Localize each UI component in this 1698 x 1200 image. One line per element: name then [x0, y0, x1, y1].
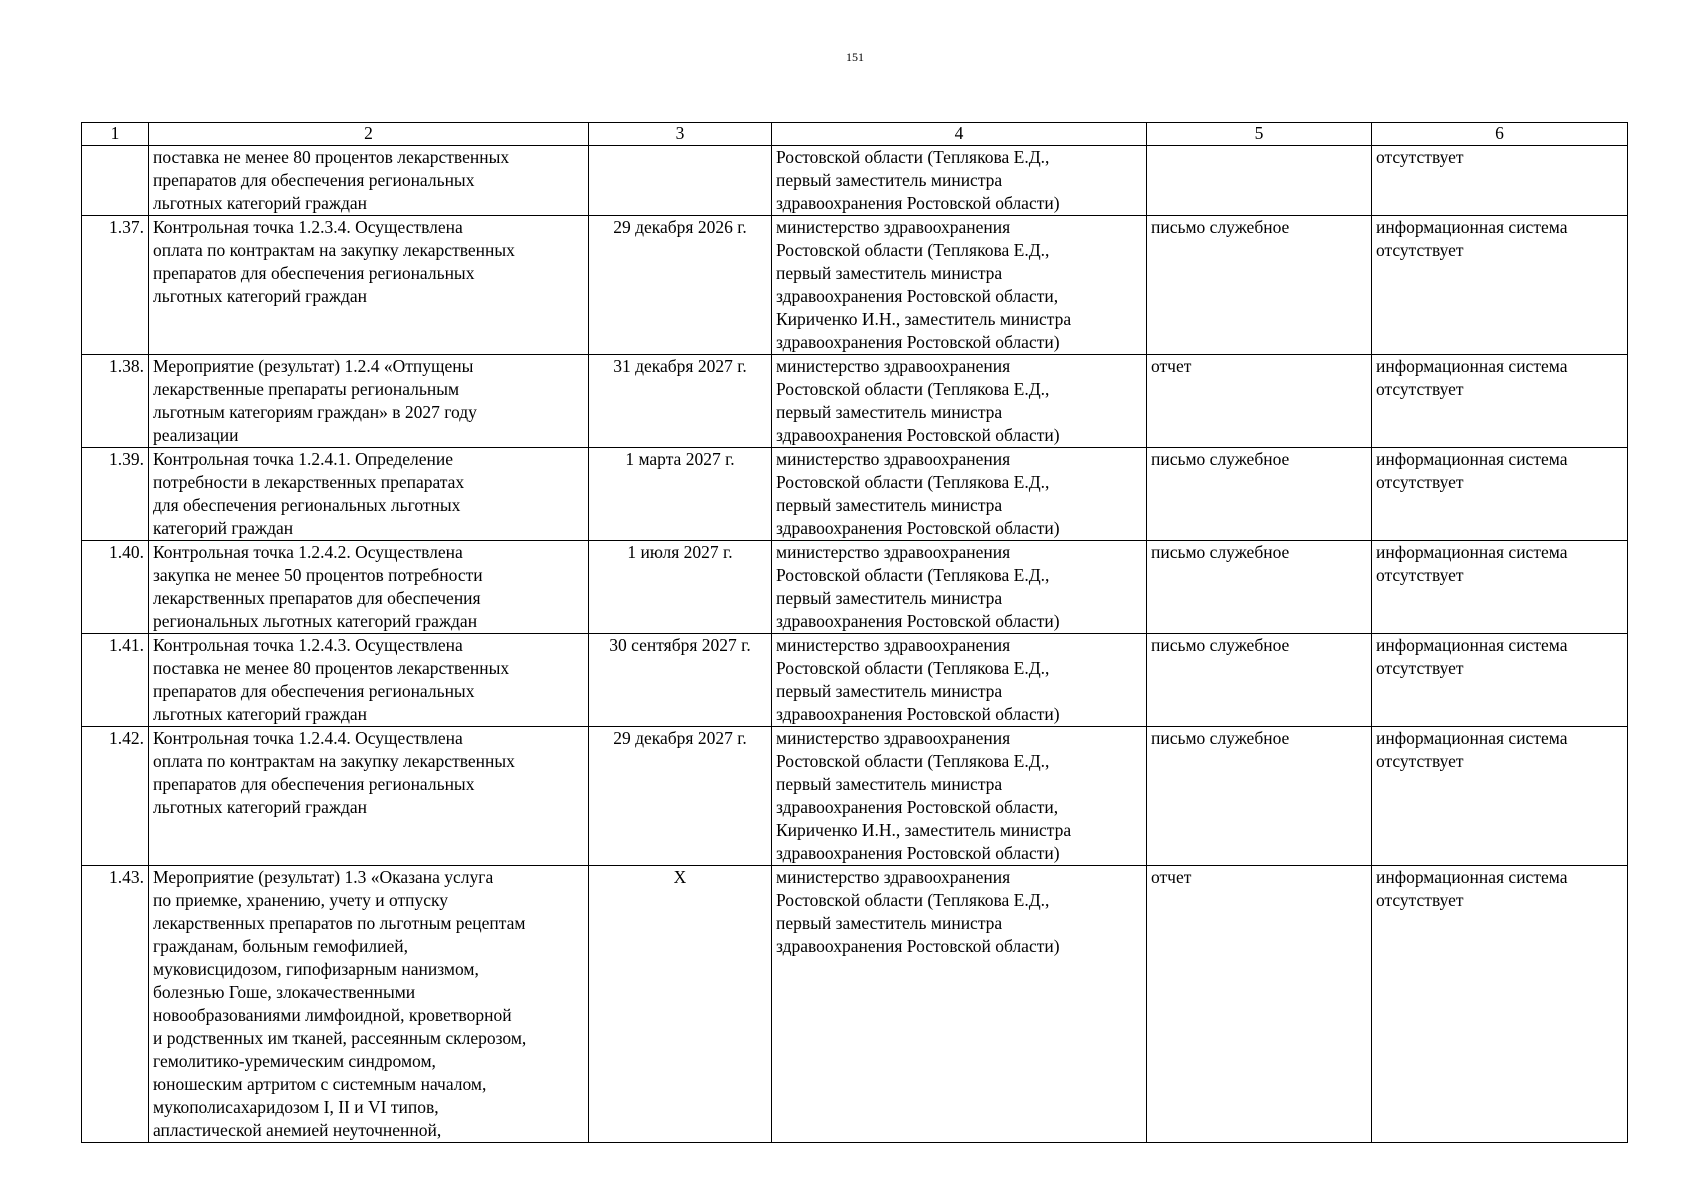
information-system: информационная система отсутствует	[1372, 541, 1628, 634]
document-type: письмо служебное	[1147, 216, 1372, 355]
table-row	[82, 727, 1628, 866]
deadline-date: Х	[589, 866, 772, 1143]
responsible-executor: министерство здравоохранения Ростовской области (Теплякова Е.Д., первый заместитель министра здравоохранения Ростовской области)	[772, 448, 1147, 541]
plan-table	[81, 122, 1628, 1143]
activity-name: поставка не менее 80 процентов лекарственных препаратов для обеспечения региональных льготных категорий граждан	[149, 146, 589, 216]
responsible-executor: министерство здравоохранения Ростовской области (Теплякова Е.Д., первый заместитель министра здравоохранения Ростовской области)	[772, 634, 1147, 727]
table-row	[82, 448, 1628, 541]
column-header: 6	[1372, 123, 1628, 146]
activity-name: Контрольная точка 1.2.4.3. Осуществлена поставка не менее 80 процентов лекарственных препаратов для обеспечения региональных льготных категорий граждан	[149, 634, 589, 727]
information-system: информационная система отсутствует	[1372, 355, 1628, 448]
row-number: 1.38.	[82, 355, 149, 448]
deadline-date: 30 сентября 2027 г.	[589, 634, 772, 727]
responsible-executor: министерство здравоохранения Ростовской области (Теплякова Е.Д., первый заместитель министра здравоохранения Ростовской области)	[772, 541, 1147, 634]
row-number: 1.43.	[82, 866, 149, 1143]
activity-name: Мероприятие (результат) 1.2.4 «Отпущены лекарственные препараты региональным льготным категориям граждан» в 2027 году реализации	[149, 355, 589, 448]
activity-name: Контрольная точка 1.2.3.4. Осуществлена оплата по контрактам на закупку лекарственных препаратов для обеспечения региональных льготных категорий граждан	[149, 216, 589, 355]
information-system: информационная система отсутствует	[1372, 448, 1628, 541]
table-row	[82, 146, 1628, 216]
responsible-executor: министерство здравоохранения Ростовской области (Теплякова Е.Д., первый заместитель министра здравоохранения Ростовской области)	[772, 866, 1147, 1143]
table-row	[82, 541, 1628, 634]
row-number: 1.42.	[82, 727, 149, 866]
responsible-executor: министерство здравоохранения Ростовской области (Теплякова Е.Д., первый заместитель министра здравоохранения Ростовской области)	[772, 355, 1147, 448]
row-number: 1.40.	[82, 541, 149, 634]
column-header: 5	[1147, 123, 1372, 146]
deadline-date: 31 декабря 2027 г.	[589, 355, 772, 448]
row-number: 1.41.	[82, 634, 149, 727]
information-system: информационная система отсутствует	[1372, 634, 1628, 727]
row-number: 1.37.	[82, 216, 149, 355]
document-type: письмо служебное	[1147, 448, 1372, 541]
table-row	[82, 216, 1628, 355]
information-system: информационная система отсутствует	[1372, 727, 1628, 866]
table-row	[82, 866, 1628, 1143]
column-header: 3	[589, 123, 772, 146]
table-row	[82, 355, 1628, 448]
deadline-date: 29 декабря 2027 г.	[589, 727, 772, 866]
information-system: информационная система отсутствует	[1372, 866, 1628, 1143]
table-header-row	[82, 123, 1628, 146]
row-number: 1.39.	[82, 448, 149, 541]
document-type	[1147, 146, 1372, 216]
column-header: 2	[149, 123, 589, 146]
activity-name: Контрольная точка 1.2.4.4. Осуществлена оплата по контрактам на закупку лекарственных препаратов для обеспечения региональных льготных категорий граждан	[149, 727, 589, 866]
deadline-date: 1 марта 2027 г.	[589, 448, 772, 541]
information-system: информационная система отсутствует	[1372, 216, 1628, 355]
activity-name: Мероприятие (результат) 1.3 «Оказана услуга по приемке, хранению, учету и отпуску лекарственных препаратов по льготным рецептам гражданам, больным гемофилией, муковисцидозом, гипофизарным нанизмом, болезнью Гоше, злокачественными новообразованиями лимфоидной, кроветворной и родственных им тканей, рассеянным склерозом, гемолитико-уремическим синдромом, юношеским артритом с системным началом, мукополисахаридозом I, II и VI типов, апластической анемией неуточненной,	[149, 866, 589, 1143]
document-type: отчет	[1147, 866, 1372, 1143]
document-type: письмо служебное	[1147, 727, 1372, 866]
table-row	[82, 634, 1628, 727]
deadline-date: 1 июля 2027 г.	[589, 541, 772, 634]
row-number	[82, 146, 149, 216]
information-system: отсутствует	[1372, 146, 1628, 216]
responsible-executor: министерство здравоохранения Ростовской области (Теплякова Е.Д., первый заместитель министра здравоохранения Ростовской области, Кириченко И.Н., заместитель министра здравоохранения Ростовской области)	[772, 727, 1147, 866]
responsible-executor: министерство здравоохранения Ростовской области (Теплякова Е.Д., первый заместитель министра здравоохранения Ростовской области, Кириченко И.Н., заместитель министра здравоохранения Ростовской области)	[772, 216, 1147, 355]
responsible-executor: Ростовской области (Теплякова Е.Д., первый заместитель министра здравоохранения Ростовской области)	[772, 146, 1147, 216]
document-type: письмо служебное	[1147, 541, 1372, 634]
deadline-date	[589, 146, 772, 216]
column-header: 1	[82, 123, 149, 146]
page-number: 151	[846, 50, 864, 64]
document-type: отчет	[1147, 355, 1372, 448]
column-header: 4	[772, 123, 1147, 146]
deadline-date: 29 декабря 2026 г.	[589, 216, 772, 355]
document-type: письмо служебное	[1147, 634, 1372, 727]
activity-name: Контрольная точка 1.2.4.1. Определение потребности в лекарственных препаратах для обеспечения региональных льготных категорий граждан	[149, 448, 589, 541]
activity-name: Контрольная точка 1.2.4.2. Осуществлена закупка не менее 50 процентов потребности лекарственных препаратов для обеспечения региональных льготных категорий граждан	[149, 541, 589, 634]
